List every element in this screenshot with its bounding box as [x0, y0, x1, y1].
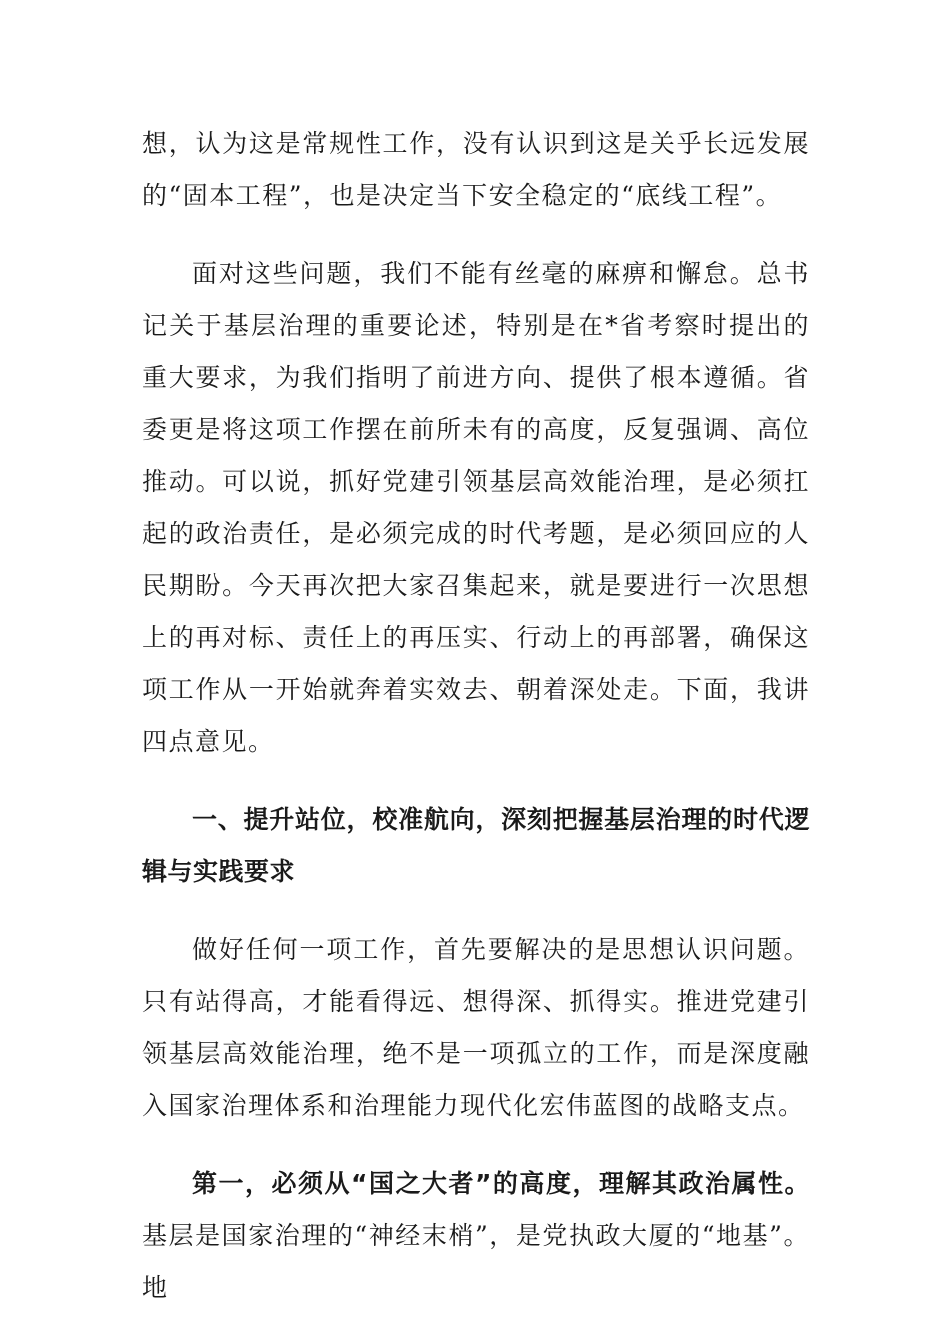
section-heading-1: 一、提升站位，校准航向，深刻把握基层治理的时代逻辑与实践要求	[142, 805, 810, 886]
first-point-text: 基层是国家治理的“神经末梢”，是党执政大厦的“地基”。地	[142, 1221, 810, 1302]
paragraph-first-point	[142, 1158, 810, 1314]
paragraph-continuation: 想，认为这是常规性工作，没有认识到这是关乎长远发展的“固本工程”，也是决定当下安全稳定的“底线工程”。	[142, 129, 810, 210]
paragraph-problems-response: 面对这些问题，我们不能有丝毫的麻痹和懈怠。总书记关于基层治理的重要论述，特别是在*省考察时提出的重大要求，为我们指明了前进方向、提供了根本遵循。省委更是将这项工作摆在前所未有的高度，反复强调、高位推动。可以说，抓好党建引领基层高效能治理，是必须扛起的政治责任，是必须完成的时代考题，是必须回应的人民期盼。今天再次把大家召集起来，就是要进行一次思想上的再对标、责任上的再压实、行动上的再部署，确保这项工作从一开始就奔着实效去、朝着深处走。下面，我讲四点意见。	[142, 259, 810, 756]
document-body	[142, 118, 810, 1340]
paragraph-ideological-understanding: 做好任何一项工作，首先要解决的是思想认识问题。只有站得高，才能看得远、想得深、抓得实。推进党建引领基层高效能治理，绝不是一项孤立的工作，而是深度融入国家治理体系和治理能力现代化宏伟蓝图的战略支点。	[142, 935, 810, 1120]
first-point-lead: 第一，必须从“国之大者”的高度，理解其政治属性。	[192, 1169, 810, 1198]
